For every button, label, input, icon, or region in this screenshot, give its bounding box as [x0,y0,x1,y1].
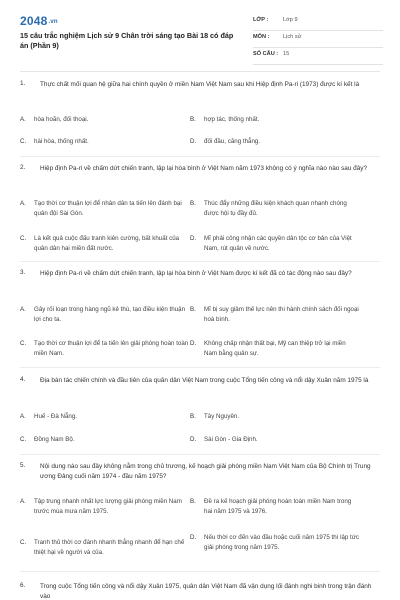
meta-row-count [253,48,383,65]
question-divider [20,261,380,262]
option-text: hợp tác, thống nhất. [204,116,260,123]
option-text: Huế - Đà Nẵng. [34,413,77,420]
logo-text: 2048 [20,14,48,28]
option-label: B. [190,306,196,313]
option-label: B. [190,200,196,207]
question-number: 4. [20,376,26,383]
option-label: A. [20,413,26,420]
option-text: Đề ra kế hoạch giải phóng hoàn toàn miền Nam trong hai năm 1975 và 1976. [204,498,352,515]
question-number: 2. [20,164,26,171]
page-title: 15 câu trắc nghiệm Lịch sử 9 Chân trời sáng tạo Bài 18 có đáp án (Phần 9) [20,31,234,50]
option-label: D. [190,235,197,242]
meta-key: LỚP : [253,17,269,23]
option-label: D. [190,534,197,541]
meta-row-class [253,14,383,31]
question-text: Hiệp định Pa-ri về chấm dứt chiến tranh, lập lại hòa bình ở Việt Nam năm 1973 không có ý nghĩa nào nào sau đây? [40,165,368,172]
question-number: 6. [20,582,26,589]
meta-key: MÔN : [253,34,270,40]
question-number: 1. [20,80,26,87]
option-text: Thúc đẩy những điều kiện khách quan nhanh chóng được hội tụ đầy đủ. [204,200,347,217]
option-label: C. [20,138,27,145]
option-text: Tập trung nhanh nhất lực lượng giải phóng miền Nam trước mùa mưa năm 1975. [34,498,182,515]
meta-row-subject [253,31,383,48]
option-label: A. [20,498,26,505]
option-label: B. [190,413,196,420]
question-divider [20,571,380,572]
site-logo[interactable] [20,14,58,28]
meta-key: SỐ CÂU : [253,51,279,57]
option-label: A. [20,116,26,123]
option-text: Đồng Nam Bộ. [34,436,75,443]
option-text: Gây rối loạn trong hàng ngũ kẻ thù, tạo điều kiện thuận lợi cho ta. [34,306,186,323]
meta-value: Lịch sử [283,34,302,40]
option-text: Mĩ phải công nhận các quyền dân tộc cơ bản của Việt Nam, rút quân về nước. [204,235,352,252]
meta-table [253,14,383,65]
option-label: C. [20,436,27,443]
option-label: C. [20,235,27,242]
question-text: Nội dung nào sau đây không nằm trong chủ trương, kế hoạch giải phóng miền Nam Việt Nam của Bộ Chính trị Trung ương Đảng cuối năm 1974 - đầu năm 1975? [40,463,371,480]
option-label: B. [190,498,196,505]
option-text: Tranh thủ thời cơ đánh nhanh thắng nhanh để hạn chế thiệt hại về người và của. [34,539,185,556]
option-label: C. [20,539,27,546]
option-label: D. [190,138,197,145]
option-label: A. [20,200,26,207]
question-text: Trong cuộc Tổng tiến công và nổi dậy Xuân 1975, quân dân Việt Nam đã vận dụng lối đánh nghi binh trong trận đánh vào [40,583,372,600]
question-divider [20,156,380,157]
option-text: hòa hoãn, đối thoại. [34,116,89,123]
option-text: Là kết quả cuộc đấu tranh kiên cường, bất khuất của quân dân hai miền đất nước. [34,235,180,252]
question-number: 5. [20,462,26,469]
option-label: D. [190,436,197,443]
option-text: Sài Gòn - Gia Định. [204,436,258,443]
question-divider [20,454,380,455]
question-text: Địa bàn tác chiến chính và đầu tiên của quân dân Việt Nam trong cuộc Tổng tiến công và nổi dậy Xuân năm 1975 là [40,377,369,384]
option-label: A. [20,306,26,313]
option-text: Mĩ bị suy giảm thế lực nên thi hành chính sách đối ngoại hoà bình. [204,306,359,323]
meta-value: 15 [283,51,290,57]
option-label: B. [190,116,196,123]
header-divider [20,71,380,72]
question-number: 3. [20,269,26,276]
option-text: Nếu thời cơ đến vào đầu hoặc cuối năm 1975 thì lập tức giải phóng trong năm 1975. [204,534,360,551]
option-label: C. [20,340,27,347]
option-text: Tây Nguyên. [204,413,240,420]
question-text: Thực chất mối quan hệ giữa hai chính quyền ở miền Nam Việt Nam sau khi Hiệp định Pa-ri (1973) được kí kết là [40,81,360,88]
option-text: Tạo thời cơ thuận lợi để ta tiến lên giải phóng hoàn toàn miền Nam. [34,340,189,357]
meta-value: Lớp 9 [283,17,298,23]
option-text: Tạo thời cơ thuận lợi để nhân dân ta tiến lên đánh bại quân đội Sài Gòn. [34,200,182,217]
option-text: hài hòa, thống nhất. [34,138,89,145]
question-divider [20,367,380,368]
question-text: Hiệp định Pa-ri về chấm dứt chiến tranh, lập lại hòa bình ở Việt Nam được kí kết đã có tác động nào sau đây? [40,270,352,277]
page-header [0,0,400,60]
option-label: D. [190,340,197,347]
logo-suffix: .vn [48,18,58,25]
option-text: đối đầu, căng thẳng. [204,138,261,145]
option-text: Không chấp nhận thất bại, Mỹ can thiệp trở lại miền Nam bằng quân sự. [204,340,346,357]
